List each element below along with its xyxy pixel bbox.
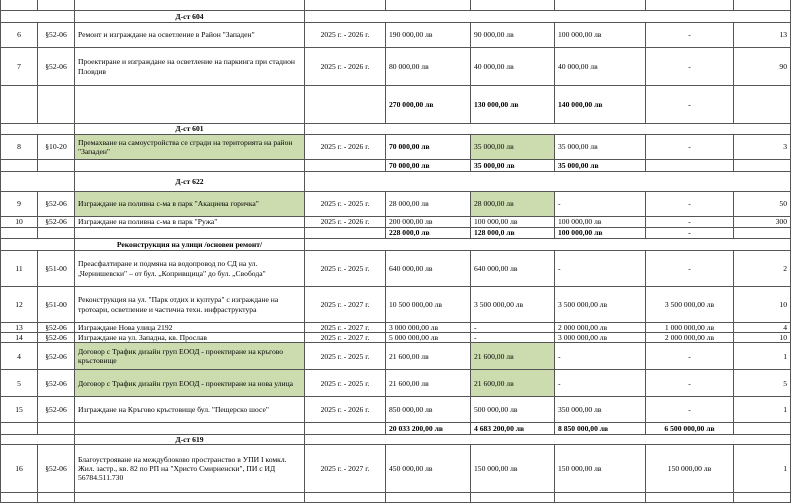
amount-2027: - xyxy=(646,135,734,160)
period: 2025 г. - 2027 г. xyxy=(305,323,386,333)
amount-2026: 100 000,00 лв xyxy=(555,228,646,239)
subtotal-row xyxy=(1,228,791,239)
amount-2026: 35 000,00 лв xyxy=(555,135,646,160)
amount-2027: - xyxy=(646,228,734,239)
amount-extra xyxy=(734,228,791,239)
amount-2027: - xyxy=(646,23,734,48)
amount-2027: 1 000 000,00 лв xyxy=(646,323,734,333)
paragraph-code xyxy=(38,493,75,503)
period: 2025 г. - 2026 г. xyxy=(305,397,386,423)
table-row xyxy=(1,135,791,160)
amount-2026: 350 000,00 лв xyxy=(555,397,646,423)
row-number: 9 xyxy=(1,192,38,217)
section-row xyxy=(1,11,791,23)
section-row xyxy=(1,435,791,445)
paragraph-code: §52-06 xyxy=(38,23,75,48)
amount-2025: 100 000,00 лв xyxy=(471,217,555,228)
table-row xyxy=(1,217,791,228)
project-description xyxy=(75,228,305,239)
amount-2026: 140 000,00 лв xyxy=(555,86,646,124)
table-row xyxy=(1,333,791,343)
row-number: 16 xyxy=(1,445,38,493)
amount-2025: 640 000,00 лв xyxy=(471,251,555,287)
amount-extra xyxy=(734,0,791,11)
period xyxy=(305,0,386,11)
amount-2026: 100 000,00 лв xyxy=(555,23,646,48)
period: 2025 г. - 2026 г. xyxy=(305,23,386,48)
project-description: Благоустрояване на междублоково пространство в УПИ I комкл. Жил. застр., кв. 82 по РП на "Христо Смирненски", ПИ с ИД 56784.511.730 xyxy=(75,445,305,493)
section-blank xyxy=(1,172,75,192)
total-amount: 200 000,00 лв xyxy=(386,217,471,228)
total-amount: 3 000 000,00 лв xyxy=(386,323,471,333)
amount-2026: 40 000,00 лв xyxy=(555,48,646,86)
section-fill xyxy=(305,172,791,192)
period: 2025 г. - 2025 г. xyxy=(305,370,386,397)
subtotal-row xyxy=(1,160,791,172)
amount-extra: 1 xyxy=(734,445,791,493)
paragraph-code: §52-06 xyxy=(38,343,75,370)
period: 2025 г. - 2027 г. xyxy=(305,333,386,343)
project-description: Изграждане на поливна с-ма в парк "Ружа" xyxy=(75,217,305,228)
row-number: 13 xyxy=(1,323,38,333)
amount-extra: 5 xyxy=(734,370,791,397)
project-description: Преасфалтиране и подмяна на водопровод по СД на ул. „Чернишевски" – от бул. „Копривщица" до бул. „Свобода" xyxy=(75,251,305,287)
project-description: Изграждане на поливна с-ма в парк "Акациева горичка" xyxy=(75,192,305,217)
amount-2026: 2 000 000,00 лв xyxy=(555,323,646,333)
amount-2027: 3 500 000,00 лв xyxy=(646,287,734,323)
amount-2027: - xyxy=(646,251,734,287)
paragraph-code xyxy=(38,160,75,172)
table-row xyxy=(1,287,791,323)
section-row xyxy=(1,239,791,251)
row-number: 10 xyxy=(1,217,38,228)
amount-2027: - xyxy=(646,397,734,423)
amount-2025: 40 000,00 лв xyxy=(471,48,555,86)
subtotal-row xyxy=(1,86,791,124)
row-number xyxy=(1,423,38,435)
section-heading: Реконструкция на улици /основен ремонт/ xyxy=(75,239,305,251)
amount-2026: 3 000 000,00 лв xyxy=(555,333,646,343)
amount-2025: 28 000,00 лв xyxy=(471,192,555,217)
row-number xyxy=(1,86,38,124)
project-description: Договор с Трафик дизайн груп ЕООД - проектиране на кръгово кръстовище xyxy=(75,343,305,370)
amount-2026 xyxy=(555,493,646,503)
table-row xyxy=(1,48,791,86)
amount-extra: 1 xyxy=(734,343,791,370)
amount-2027 xyxy=(646,0,734,11)
period: 2025 г. - 2026 г. xyxy=(305,135,386,160)
section-heading: Д-ст 601 xyxy=(75,124,305,135)
amount-2027: 2 000 000,00 лв xyxy=(646,333,734,343)
period xyxy=(305,228,386,239)
amount-2027: - xyxy=(646,48,734,86)
period: 2025 г. - 2025 г. xyxy=(305,343,386,370)
paragraph-code xyxy=(38,0,75,11)
row-number: 11 xyxy=(1,251,38,287)
period: 2025 г. - 2026 г. xyxy=(305,217,386,228)
row-number: 14 xyxy=(1,333,38,343)
total-amount: 20 033 200,00 лв xyxy=(386,423,471,435)
row-number xyxy=(1,228,38,239)
amount-2025: 500 000,00 лв xyxy=(471,397,555,423)
total-amount: 21 600,00 лв xyxy=(386,370,471,397)
amount-2027: 6 500 000,00 лв xyxy=(646,423,734,435)
paragraph-code xyxy=(38,423,75,435)
total-amount: 28 000,00 лв xyxy=(386,192,471,217)
amount-2025: 21 600,00 лв xyxy=(471,343,555,370)
amount-2027: - xyxy=(646,217,734,228)
table-row xyxy=(1,343,791,370)
row-number: 15 xyxy=(1,397,38,423)
amount-2027: - xyxy=(646,192,734,217)
table-row xyxy=(1,192,791,217)
row-number: 6 xyxy=(1,23,38,48)
total-amount: 70 000,00 лв xyxy=(386,160,471,172)
paragraph-code: §52-06 xyxy=(38,445,75,493)
amount-2025: 3 500 000,00 лв xyxy=(471,287,555,323)
project-description: Проектиране и изграждане на осветление на паркинга при стадион Пловдив xyxy=(75,48,305,86)
row-number: 7 xyxy=(1,48,38,86)
amount-2027 xyxy=(646,493,734,503)
amount-2026: 35 000,00 лв xyxy=(555,160,646,172)
row-number: 4 xyxy=(1,343,38,370)
total-amount: 190 000,00 лв xyxy=(386,23,471,48)
amount-extra xyxy=(734,86,791,124)
amount-2025: 130 000,00 лв xyxy=(471,86,555,124)
period xyxy=(305,86,386,124)
section-fill xyxy=(305,11,791,23)
project-description: Реконструкция на ул. "Парк отдих и култура" с изграждане на тротоари, осветление и частична техн. инфраструктура xyxy=(75,287,305,323)
period: 2025 г. - 2025 г. xyxy=(305,251,386,287)
total-amount: 10 500 000,00 лв xyxy=(386,287,471,323)
table-row xyxy=(1,445,791,493)
row-number: 12 xyxy=(1,287,38,323)
amount-2025: 21 600,00 лв xyxy=(471,370,555,397)
amount-2026: 100 000,00 лв xyxy=(555,217,646,228)
period: 2025 г. - 2025 г. xyxy=(305,192,386,217)
section-blank xyxy=(1,11,75,23)
amount-2025 xyxy=(471,0,555,11)
paragraph-code: §51-00 xyxy=(38,287,75,323)
amount-2025: 90 000,00 лв xyxy=(471,23,555,48)
period xyxy=(305,423,386,435)
paragraph-code xyxy=(38,228,75,239)
paragraph-code: §52-06 xyxy=(38,333,75,343)
total-amount xyxy=(386,493,471,503)
project-description: Премахване на самоустройства се сгради на територията на район "Западен" xyxy=(75,135,305,160)
amount-extra xyxy=(734,160,791,172)
amount-2027 xyxy=(646,160,734,172)
amount-2026: 3 500 000,00 лв xyxy=(555,287,646,323)
section-fill xyxy=(305,435,791,445)
section-heading: Д-ст 622 xyxy=(75,172,305,192)
total-amount: 228 000,0 лв xyxy=(386,228,471,239)
amount-2025: 128 000,0 лв xyxy=(471,228,555,239)
amount-extra xyxy=(734,493,791,503)
project-description xyxy=(75,0,305,11)
table-row xyxy=(1,370,791,397)
section-blank xyxy=(1,124,75,135)
amount-extra: 13 xyxy=(734,23,791,48)
amount-2026: - xyxy=(555,343,646,370)
period xyxy=(305,160,386,172)
total-amount: 70 000,00 лв xyxy=(386,135,471,160)
section-blank xyxy=(1,239,75,251)
period: 2025 г. - 2027 г. xyxy=(305,445,386,493)
amount-2026: 150 000,00 лв xyxy=(555,445,646,493)
section-fill xyxy=(305,239,791,251)
paragraph-code: §52-06 xyxy=(38,48,75,86)
amount-2025: 35 000,00 лв xyxy=(471,135,555,160)
section-fill xyxy=(305,124,791,135)
amount-extra: 10 xyxy=(734,287,791,323)
project-description: Ремонт и изграждане на осветление в Район "Западен" xyxy=(75,23,305,48)
table-row xyxy=(1,23,791,48)
row-number: 8 xyxy=(1,135,38,160)
row-number: 5 xyxy=(1,370,38,397)
amount-extra: 4 xyxy=(734,323,791,333)
table-row xyxy=(1,0,791,11)
total-amount: 5 000 000,00 лв xyxy=(386,333,471,343)
section-blank xyxy=(1,435,75,445)
subtotal-row xyxy=(1,423,791,435)
project-description: Изграждане на ул. Западна, кв. Прослав xyxy=(75,333,305,343)
amount-2025: 35 000,00 лв xyxy=(471,160,555,172)
total-amount: 80 000,00 лв xyxy=(386,48,471,86)
project-description xyxy=(75,493,305,503)
table-row xyxy=(1,493,791,503)
paragraph-code: §52-06 xyxy=(38,370,75,397)
amount-2025: 4 683 200,00 лв xyxy=(471,423,555,435)
amount-extra: 90 xyxy=(734,48,791,86)
total-amount: 21 600,00 лв xyxy=(386,343,471,370)
section-heading: Д-ст 604 xyxy=(75,11,305,23)
paragraph-code: §52-06 xyxy=(38,217,75,228)
project-description: Изграждане Нова улица 2192 xyxy=(75,323,305,333)
project-description xyxy=(75,423,305,435)
paragraph-code: §52-06 xyxy=(38,397,75,423)
table-row xyxy=(1,251,791,287)
amount-2026: 8 850 000,00 лв xyxy=(555,423,646,435)
period xyxy=(305,493,386,503)
period: 2025 г. - 2027 г. xyxy=(305,287,386,323)
total-amount: 850 000,00 лв xyxy=(386,397,471,423)
paragraph-code: §52-06 xyxy=(38,192,75,217)
project-description xyxy=(75,86,305,124)
amount-2027: - xyxy=(646,370,734,397)
total-amount: 640 000,00 лв xyxy=(386,251,471,287)
total-amount: 270 000,00 лв xyxy=(386,86,471,124)
amount-2026: - xyxy=(555,192,646,217)
amount-extra: 2 xyxy=(734,251,791,287)
paragraph-code: §51-00 xyxy=(38,251,75,287)
amount-2027: - xyxy=(646,86,734,124)
amount-extra: 50 xyxy=(734,192,791,217)
section-row xyxy=(1,172,791,192)
amount-extra: 300 xyxy=(734,217,791,228)
amount-2025 xyxy=(471,493,555,503)
amount-2027: 150 000,00 лв xyxy=(646,445,734,493)
amount-extra xyxy=(734,423,791,435)
amount-2025: - xyxy=(471,323,555,333)
paragraph-code: §10-20 xyxy=(38,135,75,160)
amount-2026 xyxy=(555,0,646,11)
project-description: Договор с Трафик дизайн груп ЕООД - проектиране на нова улица xyxy=(75,370,305,397)
total-amount xyxy=(386,0,471,11)
row-number xyxy=(1,160,38,172)
section-heading: Д-ст 619 xyxy=(75,435,305,445)
amount-extra: 3 xyxy=(734,135,791,160)
amount-2025: - xyxy=(471,333,555,343)
section-row xyxy=(1,124,791,135)
amount-2027: - xyxy=(646,343,734,370)
table-row xyxy=(1,323,791,333)
amount-2026: - xyxy=(555,251,646,287)
paragraph-code: §52-06 xyxy=(38,323,75,333)
amount-2025: 150 000,00 лв xyxy=(471,445,555,493)
total-amount: 450 000,00 лв xyxy=(386,445,471,493)
row-number xyxy=(1,493,38,503)
amount-2026: - xyxy=(555,370,646,397)
row-number xyxy=(1,0,38,11)
project-description: Изграждане на Кръгово кръстовище бул. "Пещерско шосе" xyxy=(75,397,305,423)
paragraph-code xyxy=(38,86,75,124)
amount-extra: 10 xyxy=(734,333,791,343)
period: 2025 г. - 2026 г. xyxy=(305,48,386,86)
project-description xyxy=(75,160,305,172)
amount-extra: 1 xyxy=(734,397,791,423)
table-row xyxy=(1,397,791,423)
